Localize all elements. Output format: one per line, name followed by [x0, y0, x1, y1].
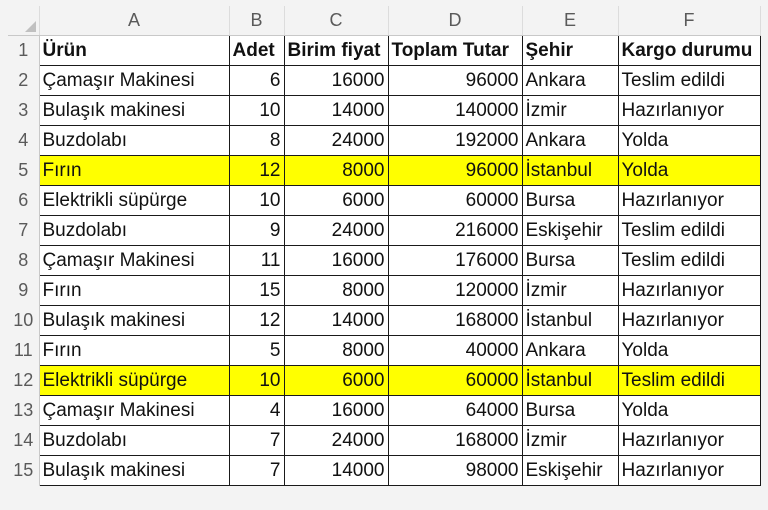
cell-birim-fiyat[interactable]: 14000 [284, 456, 388, 486]
cell-adet[interactable]: 10 [229, 96, 284, 126]
cell-kargo-durumu[interactable]: Hazırlanıyor [618, 186, 760, 216]
cell-urun[interactable]: Çamaşır Makinesi [39, 66, 229, 96]
row-header[interactable]: 11 [8, 336, 39, 366]
cell-birim-fiyat[interactable]: 8000 [284, 276, 388, 306]
cell-toplam-tutar[interactable]: 60000 [388, 366, 522, 396]
header-cell-adet[interactable]: Adet [229, 36, 284, 66]
cell-sehir[interactable]: Bursa [522, 186, 618, 216]
row-header[interactable]: 15 [8, 456, 39, 486]
cell-sehir[interactable]: Eskişehir [522, 216, 618, 246]
cell-adet[interactable]: 15 [229, 276, 284, 306]
table-row [8, 336, 760, 366]
cell-urun[interactable]: Elektrikli süpürge [39, 186, 229, 216]
cell-urun[interactable]: Fırın [39, 276, 229, 306]
cell-adet[interactable]: 5 [229, 336, 284, 366]
cell-birim-fiyat[interactable]: 14000 [284, 306, 388, 336]
cell-urun[interactable]: Bulaşık makinesi [39, 306, 229, 336]
cell-urun[interactable]: Buzdolabı [39, 126, 229, 156]
cell-birim-fiyat[interactable]: 16000 [284, 66, 388, 96]
table-row [8, 276, 760, 306]
cell-birim-fiyat[interactable]: 6000 [284, 366, 388, 396]
cell-sehir[interactable]: İstanbul [522, 366, 618, 396]
cell-birim-fiyat[interactable]: 14000 [284, 96, 388, 126]
cell-adet[interactable]: 6 [229, 66, 284, 96]
cell-sehir[interactable]: Ankara [522, 336, 618, 366]
column-header-a[interactable]: A [39, 6, 229, 36]
cell-urun[interactable]: Buzdolabı [39, 216, 229, 246]
cell-birim-fiyat[interactable]: 8000 [284, 156, 388, 186]
cell-toplam-tutar[interactable]: 60000 [388, 186, 522, 216]
row-header[interactable]: 1 [8, 36, 39, 66]
cell-sehir[interactable]: İzmir [522, 426, 618, 456]
table-row [8, 456, 760, 486]
row-header[interactable]: 6 [8, 186, 39, 216]
cell-toplam-tutar[interactable]: 216000 [388, 216, 522, 246]
select-all-corner[interactable] [8, 6, 39, 36]
cell-adet[interactable]: 8 [229, 126, 284, 156]
table-row [8, 96, 760, 126]
cell-kargo-durumu[interactable]: Hazırlanıyor [618, 456, 760, 486]
column-header-b[interactable]: B [229, 6, 284, 36]
header-cell-sehir[interactable]: Şehir [522, 36, 618, 66]
table-row [8, 306, 760, 336]
cell-sehir[interactable]: Eskişehir [522, 456, 618, 486]
cell-sehir[interactable]: Ankara [522, 66, 618, 96]
header-cell-birim-fiyat[interactable]: Birim fiyat [284, 36, 388, 66]
column-header-row [8, 6, 760, 36]
cell-kargo-durumu[interactable]: Hazırlanıyor [618, 96, 760, 126]
cell-birim-fiyat[interactable]: 6000 [284, 186, 388, 216]
header-cell-kargo-durumu[interactable]: Kargo durumu [618, 36, 760, 66]
table-row [8, 186, 760, 216]
spreadsheet-grid [8, 6, 761, 486]
cell-toplam-tutar[interactable]: 168000 [388, 426, 522, 456]
cell-adet[interactable]: 7 [229, 426, 284, 456]
table-row [8, 216, 760, 246]
cell-adet[interactable]: 4 [229, 396, 284, 426]
row-header[interactable]: 4 [8, 126, 39, 156]
row-header[interactable]: 2 [8, 66, 39, 96]
column-header-d[interactable]: D [388, 6, 522, 36]
cell-sehir[interactable]: Ankara [522, 126, 618, 156]
cell-sehir[interactable]: İzmir [522, 276, 618, 306]
column-header-f[interactable]: F [618, 6, 760, 36]
cell-sehir[interactable]: Bursa [522, 246, 618, 276]
column-header-e[interactable]: E [522, 6, 618, 36]
cell-urun[interactable]: Çamaşır Makinesi [39, 396, 229, 426]
header-cell-urun[interactable]: Ürün [39, 36, 229, 66]
cell-adet[interactable]: 9 [229, 216, 284, 246]
cell-birim-fiyat[interactable]: 16000 [284, 246, 388, 276]
row-header[interactable]: 14 [8, 426, 39, 456]
cell-kargo-durumu[interactable]: Teslim edildi [618, 246, 760, 276]
cell-toplam-tutar[interactable]: 176000 [388, 246, 522, 276]
cell-kargo-durumu[interactable]: Teslim edildi [618, 66, 760, 96]
table-row [8, 426, 760, 456]
cell-birim-fiyat[interactable]: 24000 [284, 426, 388, 456]
cell-urun[interactable]: Elektrikli süpürge [39, 366, 229, 396]
table-row [8, 366, 760, 396]
cell-urun[interactable]: Bulaşık makinesi [39, 456, 229, 486]
row-header[interactable]: 9 [8, 276, 39, 306]
cell-kargo-durumu[interactable]: Yolda [618, 336, 760, 366]
row-header[interactable]: 3 [8, 96, 39, 126]
table-header-row [8, 36, 760, 66]
table-row [8, 66, 760, 96]
cell-kargo-durumu[interactable]: Hazırlanıyor [618, 276, 760, 306]
cell-adet[interactable]: 12 [229, 306, 284, 336]
row-header[interactable]: 12 [8, 366, 39, 396]
cell-birim-fiyat[interactable]: 24000 [284, 126, 388, 156]
table-row [8, 396, 760, 426]
row-header[interactable]: 13 [8, 396, 39, 426]
cell-adet[interactable]: 12 [229, 156, 284, 186]
select-all-triangle-icon [25, 21, 36, 32]
cell-urun[interactable]: Çamaşır Makinesi [39, 246, 229, 276]
cell-toplam-tutar[interactable]: 96000 [388, 66, 522, 96]
cell-urun[interactable]: Fırın [39, 156, 229, 186]
cell-adet[interactable]: 7 [229, 456, 284, 486]
cell-birim-fiyat[interactable]: 16000 [284, 396, 388, 426]
cell-sehir[interactable]: İstanbul [522, 306, 618, 336]
cell-adet[interactable]: 10 [229, 186, 284, 216]
cell-toplam-tutar[interactable]: 96000 [388, 156, 522, 186]
table-row [8, 156, 760, 186]
table-row [8, 246, 760, 276]
row-header[interactable]: 5 [8, 156, 39, 186]
cell-birim-fiyat[interactable]: 8000 [284, 336, 388, 366]
cell-toplam-tutar[interactable]: 168000 [388, 306, 522, 336]
cell-toplam-tutar[interactable]: 40000 [388, 336, 522, 366]
cell-kargo-durumu[interactable]: Hazırlanıyor [618, 426, 760, 456]
cell-urun[interactable]: Buzdolabı [39, 426, 229, 456]
cell-toplam-tutar[interactable]: 64000 [388, 396, 522, 426]
cell-sehir[interactable]: Bursa [522, 396, 618, 426]
cell-kargo-durumu[interactable]: Teslim edildi [618, 366, 760, 396]
cell-toplam-tutar[interactable]: 140000 [388, 96, 522, 126]
cell-kargo-durumu[interactable]: Yolda [618, 126, 760, 156]
cell-adet[interactable]: 11 [229, 246, 284, 276]
cell-toplam-tutar[interactable]: 98000 [388, 456, 522, 486]
row-header[interactable]: 8 [8, 246, 39, 276]
header-cell-toplam-tutar[interactable]: Toplam Tutar [388, 36, 522, 66]
cell-sehir[interactable]: İzmir [522, 96, 618, 126]
cell-kargo-durumu[interactable]: Teslim edildi [618, 216, 760, 246]
column-header-c[interactable]: C [284, 6, 388, 36]
cell-adet[interactable]: 10 [229, 366, 284, 396]
cell-toplam-tutar[interactable]: 120000 [388, 276, 522, 306]
cell-urun[interactable]: Fırın [39, 336, 229, 366]
cell-kargo-durumu[interactable]: Yolda [618, 156, 760, 186]
row-header[interactable]: 10 [8, 306, 39, 336]
cell-birim-fiyat[interactable]: 24000 [284, 216, 388, 246]
cell-urun[interactable]: Bulaşık makinesi [39, 96, 229, 126]
cell-kargo-durumu[interactable]: Yolda [618, 396, 760, 426]
table-row [8, 126, 760, 156]
row-header[interactable]: 7 [8, 216, 39, 246]
cell-sehir[interactable]: İstanbul [522, 156, 618, 186]
cell-toplam-tutar[interactable]: 192000 [388, 126, 522, 156]
cell-kargo-durumu[interactable]: Hazırlanıyor [618, 306, 760, 336]
